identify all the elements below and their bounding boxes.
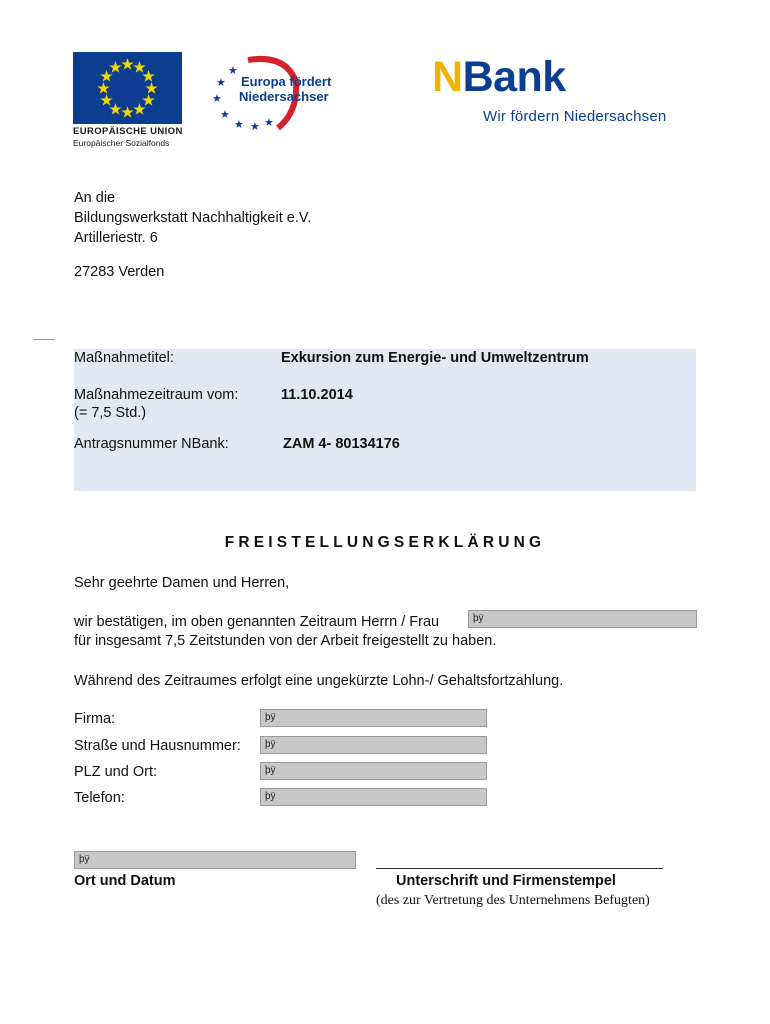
confirm-text-line1: wir bestätigen, im oben genannten Zeitraum Herrn / Frau [74, 614, 440, 630]
nbank-logo-bank: Bank [462, 53, 566, 101]
measure-period-label: Maßnahmezeitraum vom: [74, 387, 239, 403]
nds-logo-line2: Niedersachser [239, 89, 329, 104]
eu-flag-logo [73, 52, 182, 124]
signature-label: Unterschrift und Firmenstempel [396, 873, 616, 889]
address-line-1: An die [74, 190, 116, 206]
svg-text:★: ★ [216, 76, 226, 89]
street-label: Straße und Hausnummer: [74, 738, 241, 754]
address-line-3: Artilleriestr. 6 [74, 230, 158, 246]
application-number-value: ZAM 4- 80134176 [283, 436, 400, 452]
recipient-address [74, 188, 311, 248]
svg-text:★: ★ [234, 118, 244, 131]
eu-logo-text: EUROPÄISCHE UNION [73, 126, 183, 137]
svg-text:★: ★ [264, 116, 274, 129]
plz-ort-label: PLZ und Ort: [74, 764, 158, 780]
ort-datum-field[interactable]: þÿ [74, 851, 356, 869]
employee-name-field[interactable]: þÿ [468, 610, 697, 628]
measure-period-note: (= 7,5 Std.) [74, 405, 147, 421]
salutation: Sehr geehrte Damen und Herren, [74, 575, 290, 591]
nbank-logo [432, 53, 566, 101]
firma-field[interactable]: þÿ [260, 709, 487, 727]
plz-ort-field[interactable]: þÿ [260, 762, 487, 780]
svg-text:★: ★ [220, 108, 230, 121]
measure-period-value: 11.10.2014 [281, 387, 353, 403]
nds-logo-line1: Europa fördert [241, 74, 332, 89]
signature-note: (des zur Vertretung des Unternehmens Befugten) [376, 893, 650, 908]
esf-logo-text: Europäischer Sozialfonds [73, 138, 170, 148]
nbank-logo-n: N [432, 53, 463, 101]
signature-line [376, 868, 663, 869]
firma-label: Firma: [74, 711, 116, 727]
document-heading: FREISTELLUNGSERKLÄRUNG [224, 534, 546, 551]
application-number-label: Antragsnummer NBank: [74, 436, 229, 452]
address-city: 27283 Verden [74, 264, 165, 280]
confirm-text-line2: für insgesamt 7,5 Zeitstunden von der Arbeit freigestellt zu haben. [74, 633, 497, 649]
svg-text:★: ★ [250, 120, 260, 132]
address-line-2: Bildungswerkstatt Nachhaltigkeit e.V. [74, 210, 312, 226]
nbank-tagline: Wir fördern Niedersachsen [483, 108, 667, 125]
measure-title-value: Exkursion zum Energie- und Umweltzentrum [281, 350, 589, 366]
street-field[interactable]: þÿ [260, 736, 487, 754]
telefon-field[interactable]: þÿ [260, 788, 487, 806]
fold-mark [33, 339, 55, 340]
svg-text:★: ★ [212, 92, 222, 105]
ort-datum-label: Ort und Datum [74, 873, 176, 889]
telefon-label: Telefon: [74, 790, 125, 806]
svg-text:★: ★ [228, 64, 238, 77]
measure-title-label: Maßnahmetitel: [74, 350, 174, 366]
payment-statement: Während des Zeitraumes erfolgt eine ungekürzte Lohn-/ Gehaltsfortzahlung. [74, 673, 564, 689]
measure-info-box [74, 349, 696, 491]
